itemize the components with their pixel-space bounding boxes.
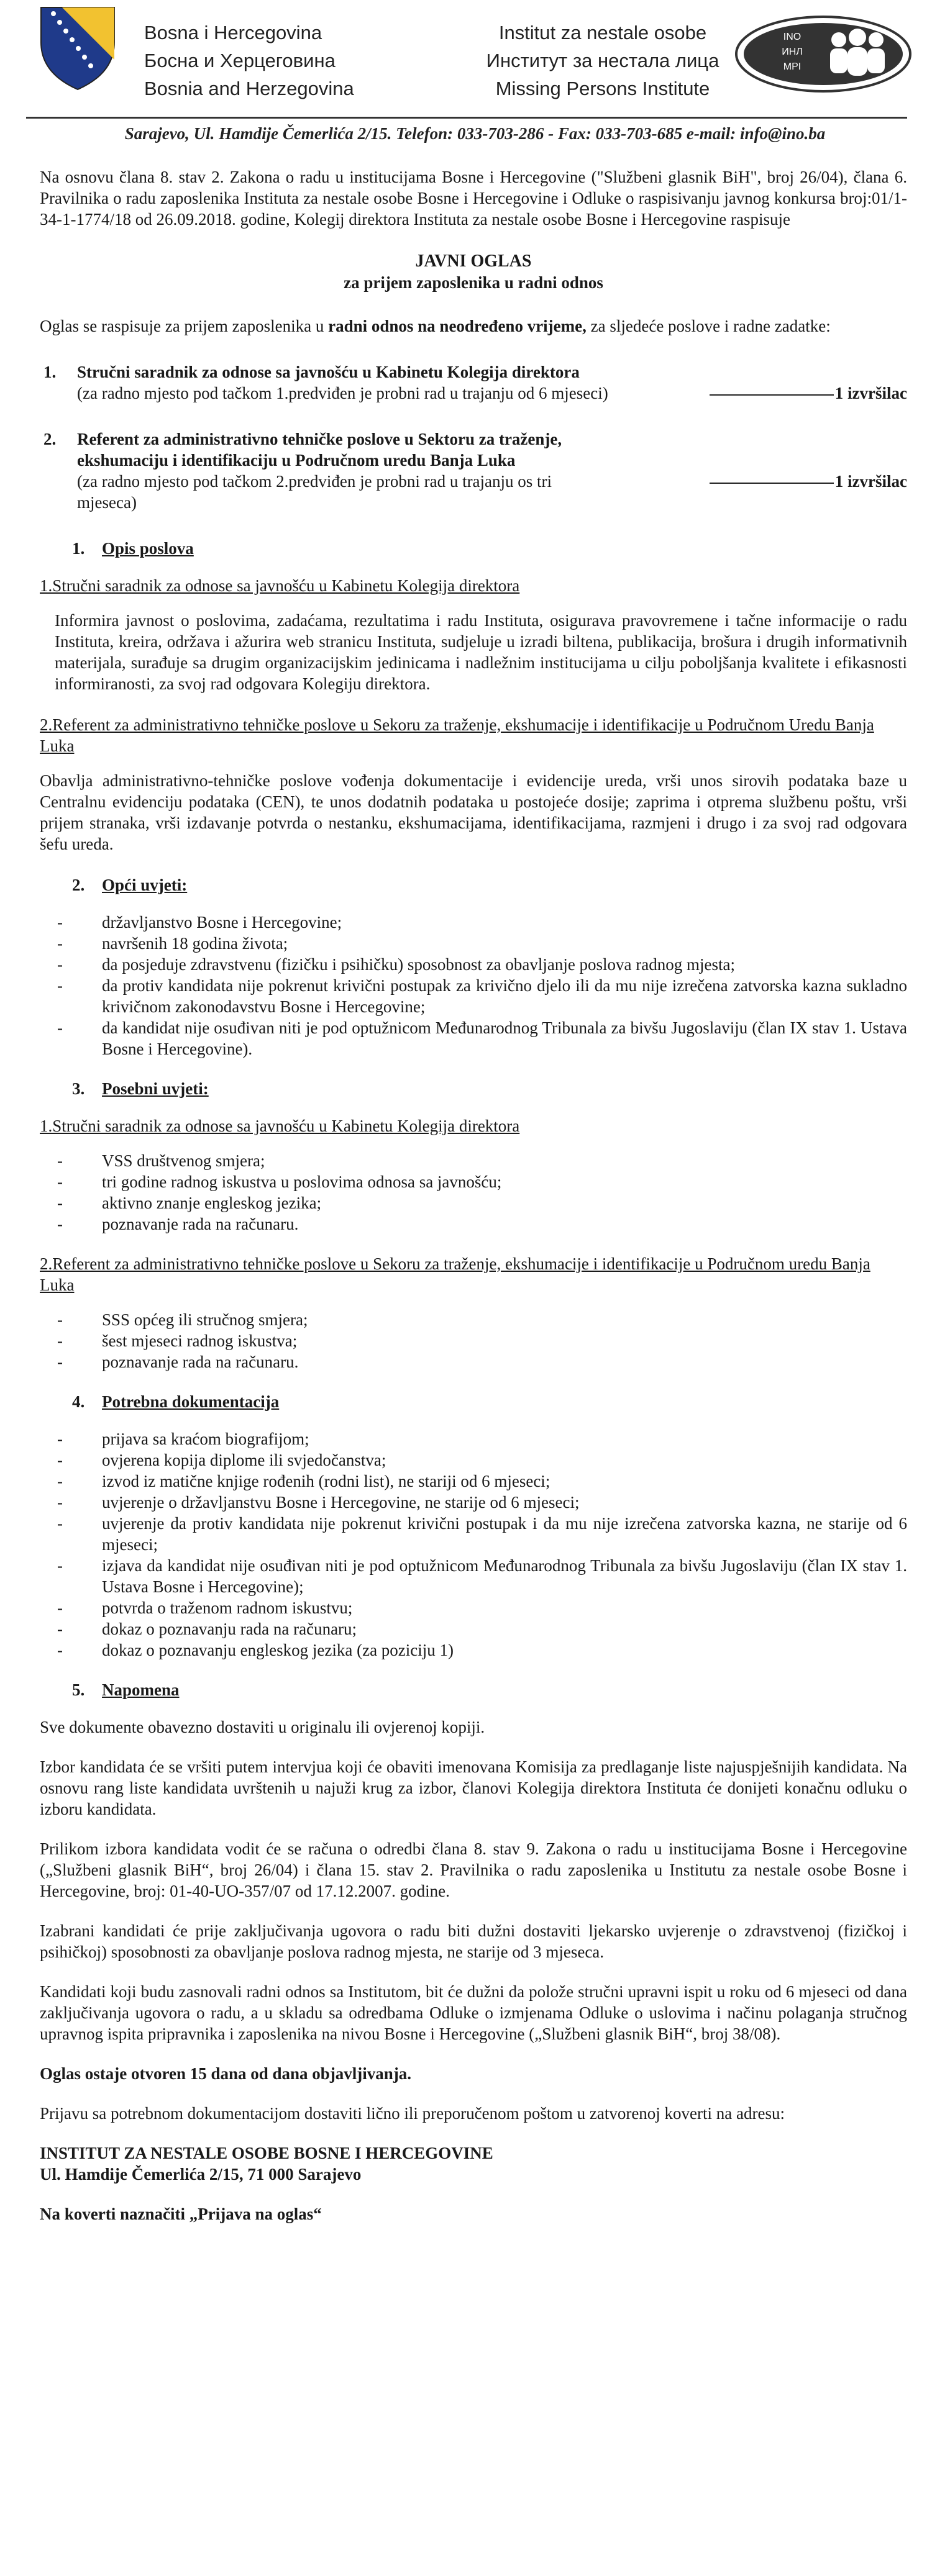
section-heading [40,1679,907,1700]
institute-name-latin: Institut za nestale osobe [498,22,707,43]
letterhead [0,0,950,143]
note-paragraph: Kandidati koji budu zasnovali radni odnos sa Institutom, bit će dužni da polože stručni upravni ispit u roku od 6 mjeseci od dana zaključivanja ugovora o radu, a u skladu sa odredbama Odluke o izmjenama Odluke o uslovima i načinu polaganja stručnog upravnog ispita pripravnika i zaposlenika na nivou Bosne i Hercegovine („Službeni glasnik BiH“, broj 38/08). [40,1982,907,2043]
country-name-cyrillic: Босна и Херцеговина [144,50,336,71]
logo-letters-english: MPI [783,61,802,72]
list-item: - da protiv kandidata nije pokrenut krivični postupak za krivično djelo ili da mu nije izrečena zatvorska kazna sukladno krivičnom zakonodavstvu Bosne i Hercegovine; [40,975,907,1017]
dash-leader [710,483,834,484]
note-paragraph: Sve dokumente obavezno dostaviti u originalu ili ovjerenoj kopiji. [40,1718,485,1736]
executor-count: 1 izvršilac [834,384,907,402]
list-item: - poznavanje rada na računaru. [40,1351,907,1372]
list-item: - prijava sa kraćom biografijom; [40,1428,907,1449]
lead-emphasis: radni odnos na neodređeno vrijeme, [328,317,587,335]
bih-coat-of-arms-icon [37,5,118,92]
dash-leader [710,394,834,396]
list-item: - poznavanje rada na računaru. [40,1213,907,1235]
list-item: - SSS općeg ili stručnog smjera; [40,1309,907,1330]
position-executors [710,471,907,492]
list-item: - ovjerena kopija diplome ili svjedočanstva; [40,1449,907,1471]
required-documents-list [40,1428,907,1661]
mailing-address [40,2143,907,2185]
list-item: - uvjerenje o državljanstvu Bosne i Hercegovine, ne starije od 6 mjeseci; [40,1492,907,1513]
position-number: 2. [43,430,57,448]
lead-paragraph [40,315,907,337]
submission-paragraph: Prijavu sa potrebnom dokumentacijom dostaviti lično ili preporučenom poštom u zatvorenoj koverti na adresu: [40,2104,785,2123]
envelope-note: Na koverti naznačiti „Prijava na oglas“ [40,2205,322,2223]
position-subheading: 1.Stručni saradnik za odnose sa javnošću u Kabinetu Kolegija direktora [40,576,520,595]
section-heading [40,1391,907,1412]
document-subtitle: za prijem zaposlenika u radni odnos [344,273,603,292]
section-number: 1. [72,539,85,558]
list-item: - dokaz o poznavanju rada na računaru; [40,1618,907,1639]
special-conditions-list-2 [40,1309,907,1372]
section-number: 2. [72,876,85,894]
executor-count: 1 izvršilac [834,472,907,491]
position-executors [710,383,907,404]
position-title: Stručni saradnik za odnose sa javnošću u Kabinetu Kolegija direktora [77,363,580,381]
position-note: (za radno mjesto pod tačkom 1.predviđen je probni rad u trajanju od 6 mjeseci) [77,384,608,402]
deadline-paragraph: Oglas ostaje otvoren 15 dana od dana objavljivanja. [40,2064,412,2083]
position-item [40,429,907,513]
section-title: Potrebna dokumentacija [102,1392,280,1411]
address-institution: INSTITUT ZA NESTALE OSOBE BOSNE I HERCEGOVINE [40,2144,493,2162]
document-title: JAVNI OGLAS [415,252,532,271]
country-name-english: Bosnia and Herzegovina [144,78,354,99]
institute-name-cyrillic: Институт за нестала лица [486,50,719,71]
logo-letters-latin: INO [783,32,802,42]
position-subheading: 2.Referent za administrativno tehničke poslove u Sekoru za traženje, ekshumacije i identifikacije u Područnom uredu Banja Luka [40,1254,870,1294]
contact-line: Sarajevo, Ul. Hamdije Čemerlića 2/15. Telefon: 033-703-286 - Fax: 033-703-685 e-mail: info@ino.ba [124,124,826,143]
institute-name-block [472,19,733,102]
list-item: - izvod iz matične knjige rođenih (rodni list), ne stariji od 6 mjeseci; [40,1471,907,1492]
list-item: - dokaz o poznavanju engleskog jezika (za poziciju 1) [40,1639,907,1661]
document-body [40,166,907,2243]
list-item: - tri godine radnog iskustva u poslovima odnosa sa javnošću; [40,1171,907,1192]
header-divider [26,117,907,119]
note-paragraph: Prilikom izbora kandidata vodit će se računa o odredbi člana 8. stav 9. Zakona o radu u institucijama Bosne i Hercegovine („Službeni glasnik BiH“, broj 26/04) i člana 15. stav 2. Pravilnika o radu zaposlenika u Institutu za nestale osobe Bosne i Hercegovine, broj: 01-40-UO-357/07 od 17.12.2007. godine. [40,1839,907,1900]
section-number: 3. [72,1079,85,1098]
section-number: 4. [72,1392,85,1411]
section-title: Posebni uvjeti: [102,1079,209,1098]
job-description: Informira javnost o poslovima, zadaćama, rezultatima i radu Instituta, osigurava pravovremene i tačne informacije o radu Instituta, kreira, održava i ažurira web stranicu Instituta, sudjeluje u izradi biltena, publikacija, brošura i drugih informativnih materijala, surađuje sa drugim organizacijskim jedinicama i nadležnim institucijama u cilju poboljšanja kvalitete i efikasnosti informiranosti, za svoj rad odgovara Kolegiju direktora. [55,611,907,693]
list-item: - da kandidat nije osuđivan niti je pod optužnicom Međunarodnog Tribunala za bivšu Jugoslaviju (član IX stav 1. Ustava Bosne i Hercegovine). [40,1017,907,1059]
list-item: - potvrda o traženom radnom iskustvu; [40,1597,907,1618]
lead-text-end: za sljedeće poslove i radne zadatke: [586,317,831,335]
position-note: (za radno mjesto pod tačkom 2.predviđen je probni rad u trajanju os tri mjeseca) [77,472,552,512]
list-item: - uvjerenje da protiv kandidata nije pokrenut krivični postupak i da mu nije izrečena zatvorska kazna, ne starije od 6 mjeseci; [40,1513,907,1555]
address-street: Ul. Hamdije Čemerlića 2/15, 71 000 Sarajevo [40,2165,362,2184]
list-item: - da posjeduje zdravstvenu (fizičku i psihičku) sposobnost za obavljanje poslova radnog mjesta; [40,954,907,975]
section-title: Opći uvjeti: [102,876,188,894]
logo-letters-cyrillic: ИНЛ [782,47,803,57]
country-name-block [144,19,354,102]
list-item: - izjava da kandidat nije osuđivan niti je pod optužnicom Međunarodnog Tribunala za bivšu Jugoslaviju (član IX stav 1. Ustava Bosne i Hercegovine); [40,1555,907,1597]
list-item: - državljanstvo Bosne i Hercegovine; [40,912,907,933]
position-number: 1. [43,363,57,381]
job-description: Obavlja administrativno-tehničke poslove vođenja dokumentacije i evidencije ureda, vrši unos sirovih podataka baze u Centralnu evidenciju podataka (CEN), te unos dodatnih podataka u postojeće dosije; zaprima i otprema službenu poštu, vrši prijem stranaka, vrši izdavanje potvrda o nestanku, ekshumacijama, identifikacijama, razmjeni i drugo i za svoj rad odgovara šefu ureda. [40,771,907,853]
position-subheading: 2.Referent za administrativno tehničke poslove u Sekoru za traženje, ekshumacije i identifikacije u Područnom Uredu Banja Luka [40,715,874,755]
list-item: - šest mjeseci radnog iskustva; [40,1330,907,1351]
list-item: - navršenih 18 godina života; [40,933,907,954]
special-conditions-list-1 [40,1150,907,1235]
intro-paragraph: Na osnovu člana 8. stav 2. Zakona o radu u institucijama Bosne i Hercegovine ("Službeni glasnik BiH", broj 26/04), člana 6. Pravilnika o radu zaposlenika Instituta za nestale osobe Bosne i Hercegovine i Odluke o raspisivanju javnog konkursa broj:01/1-34-1-1774/18 od 26.09.2018. godine, Kolegij direktora Instituta za nestale osobe Bosne i Hercegovine raspisuje [40,168,907,229]
institute-logo-icon [733,14,913,94]
list-item: - VSS društvenog smjera; [40,1150,907,1171]
position-title: Referent za administrativno tehničke poslove u Sektoru za traženje, ekshumaciju i identifikaciju u Područnom uredu Banja Luka [77,430,562,469]
section-number: 5. [72,1680,85,1699]
general-conditions-list [40,912,907,1059]
note-paragraph: Izbor kandidata će se vršiti putem intervjua koji će obaviti imenovana Komisija za predlaganje liste najuspješnijih kandidata. Na osnovu rang liste kandidata uvrštenih u najuži krug za izbor, članovi Kolegija direktora Instituta će donijeti konačnu odluku o izboru kandidata. [40,1757,907,1818]
list-item: - aktivno znanje engleskog jezika; [40,1192,907,1213]
position-subheading: 1.Stručni saradnik za odnose sa javnošću u Kabinetu Kolegija direktora [40,1117,520,1135]
section-heading [40,538,907,559]
position-item [40,361,907,404]
section-heading [40,874,907,896]
lead-text-start: Oglas se raspisuje za prijem zaposlenika u [40,317,329,335]
institute-name-english: Missing Persons Institute [495,78,710,99]
section-title: Napomena [102,1680,180,1699]
note-paragraph: Izabrani kandidati će prije zaključivanja ugovora o radu biti dužni dostaviti ljekarsko uvjerenje o zdravstvenoj (fizičkoj i psihičkoj) sposobnosti za obavljanje poslova radnog mjesta, ne starije od 3 mjeseca. [40,1921,907,1961]
country-name-latin: Bosna i Hercegovina [144,22,322,43]
section-heading [40,1078,907,1099]
section-title: Opis poslova [102,539,194,558]
